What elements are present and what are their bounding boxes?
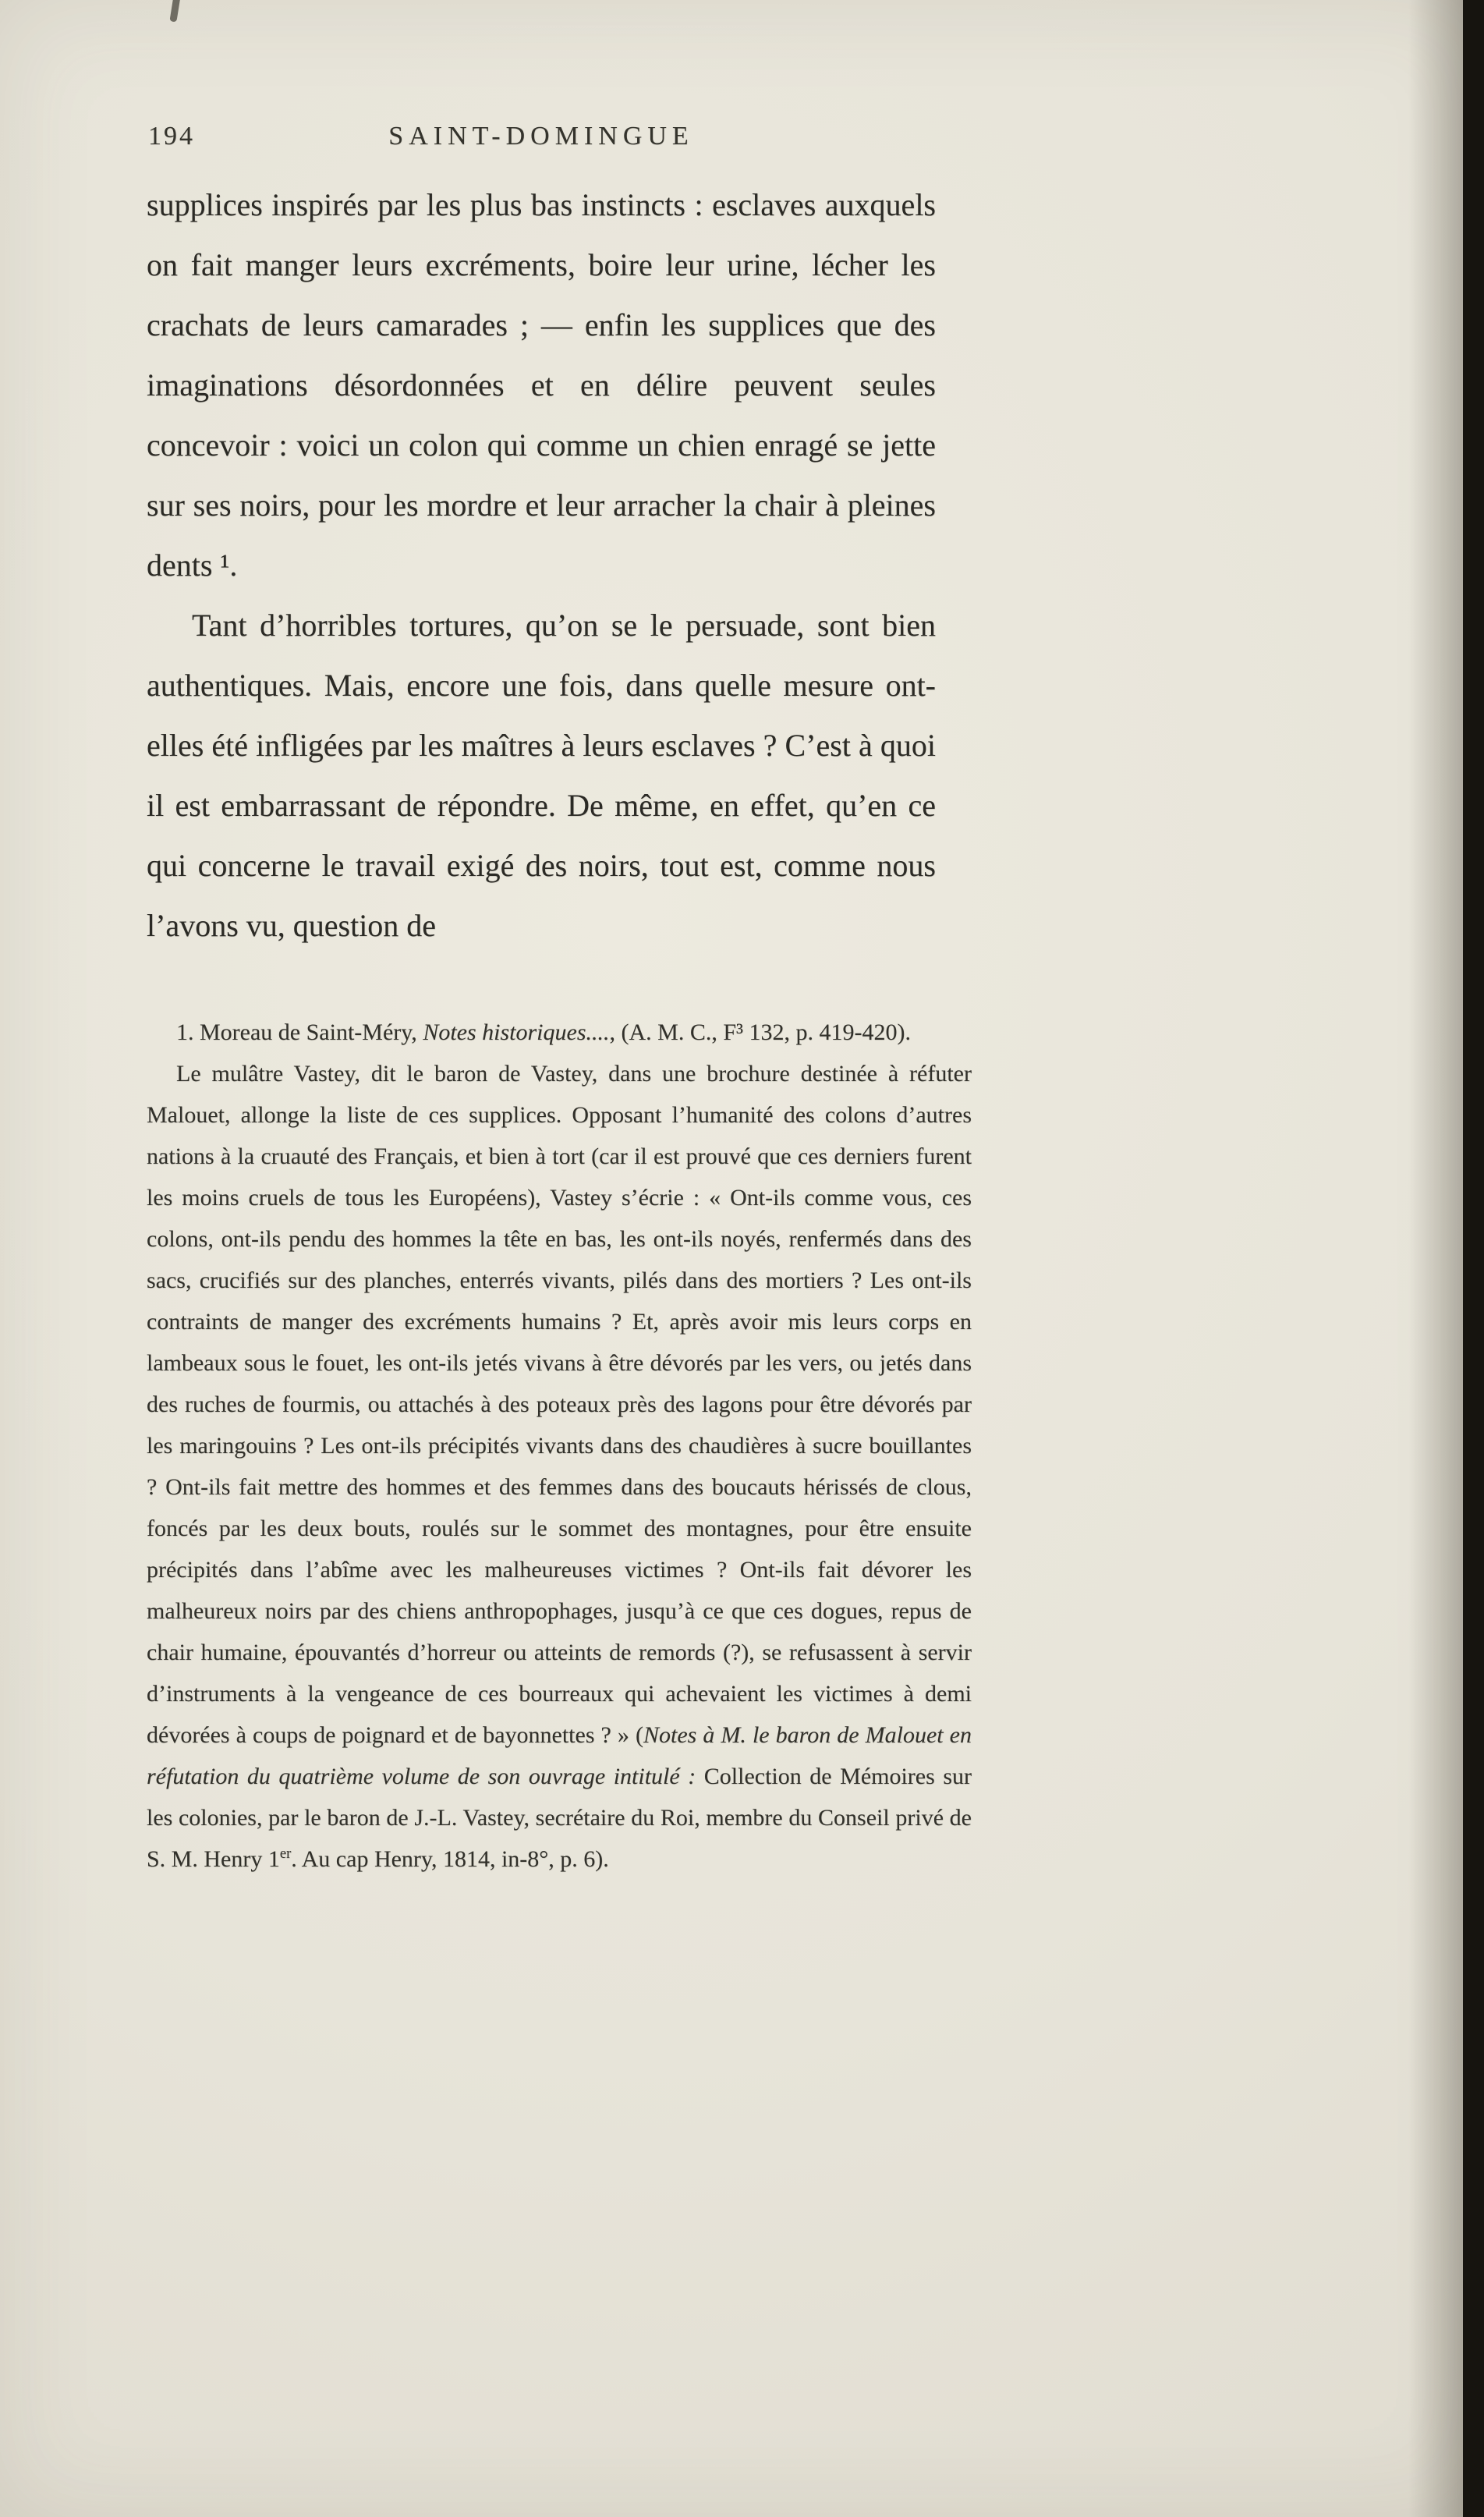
body-text [147,175,936,955]
footnote-paragraph [147,1053,972,1880]
superscript: er [279,1845,292,1862]
text-segment: 1. Moreau de Saint-Méry, [176,1019,423,1045]
page-header [147,117,936,162]
text-segment: Tant d’horribles tortures, qu’on se le persuade, sont bien authentiques. Mais, encore une fois, dans quelle mesure ont-elles été infligées par les maîtres à leurs esclaves ? C’est à quoi il est embarrassant de répondre. De même, en effet, qu’en ce qui concerne le travail exigé des noirs, tout est, comme nous l’avons vu, question de [147,608,936,943]
text-block [147,117,972,1880]
footnote-section [147,1012,972,1880]
text-segment: Collection de Mémoires sur les colonies, par le baron de J.-L. Vastey, secrétaire du Roi, membre du Conseil privé de S. M. Henry 1 [147,1764,972,1872]
footnote-paragraph [147,1012,972,1053]
page-edge-shadow [1408,0,1463,2517]
book-binding-edge [1463,0,1484,2517]
text-segment: . Au cap Henry, 1814, in-8°, p. 6). [291,1846,609,1872]
text-segment: , (A. M. C., F³ 132, p. 419-420). [609,1019,911,1045]
text-segment: Le mulâtre Vastey, dit le baron de Vastey, dans une brochure destinée à réfuter Malouet, allonge la liste de ces supplices. Opposant l’humanité des colons d’autres nations à la cruauté des Français, et bien à tort (car il est prouvé que ces derniers furent les moins cruels de tous les Européens), Vastey s’écrie : « Ont-ils comme vous, ces colons, ont-ils pendu des hommes la tête en bas, les ont-ils noyés, renfermés dans des sacs, crucifiés sur des planches, enterrés vivants, pilés dans des mortiers ? Les ont-ils contraints de manger des excréments humains ? Et, après avoir mis leurs corps en lambeaux sous le fouet, les ont-ils jetés vivans à être dévorés par les vers, ou jetés dans des ruches de fourmis, ou attachés à des poteaux près des lagons pour être dévorés par les maringouins ? Les ont-ils précipités vivants dans des chaudières à sucre bouillantes ? Ont-ils fait mettre des hommes et des femmes dans des boucauts hérissés de clous, foncés par les deux bouts, roulés sur le sommet des montagnes, pour être ensuite précipités dans l’abîme avec les malheureuses victimes ? Ont-ils fait dévorer les malheureux noirs par des chiens anthropophages, jusqu’à ce que ces dogues, repus de chair humaine, épouvantés d’horreur ou atteints de remords (?), se refusassent à servir d’instruments à la vengeance de ces bourreaux qui achevaient les victimes à demi dévorées à coups de poignard et de bayonnettes ? » ( [147,1061,972,1748]
body-paragraph [147,175,936,595]
page-number: 194 [148,122,195,151]
running-title: SAINT-DOMINGUE [388,122,694,151]
body-paragraph [147,595,936,955]
text-segment: supplices inspirés par les plus bas instincts : esclaves auxquels on fait manger leurs excréments, boire leur urine, lécher les crachats de leurs camarades ; — enfin les supplices que des imaginations désordonnées et en délire peuvent seules concevoir : voici un colon qui comme un chien enragé se jette sur ses noirs, pour les mordre et leur arracher la chair à pleines dents ¹. [147,187,936,583]
text-segment: Notes à M. le baron de Malouet en réfutation du quatrième volume de son ouvrage intitulé : [147,1722,972,1789]
text-segment: Notes historiques.... [423,1019,610,1045]
scan-artifact-mark [169,0,180,22]
